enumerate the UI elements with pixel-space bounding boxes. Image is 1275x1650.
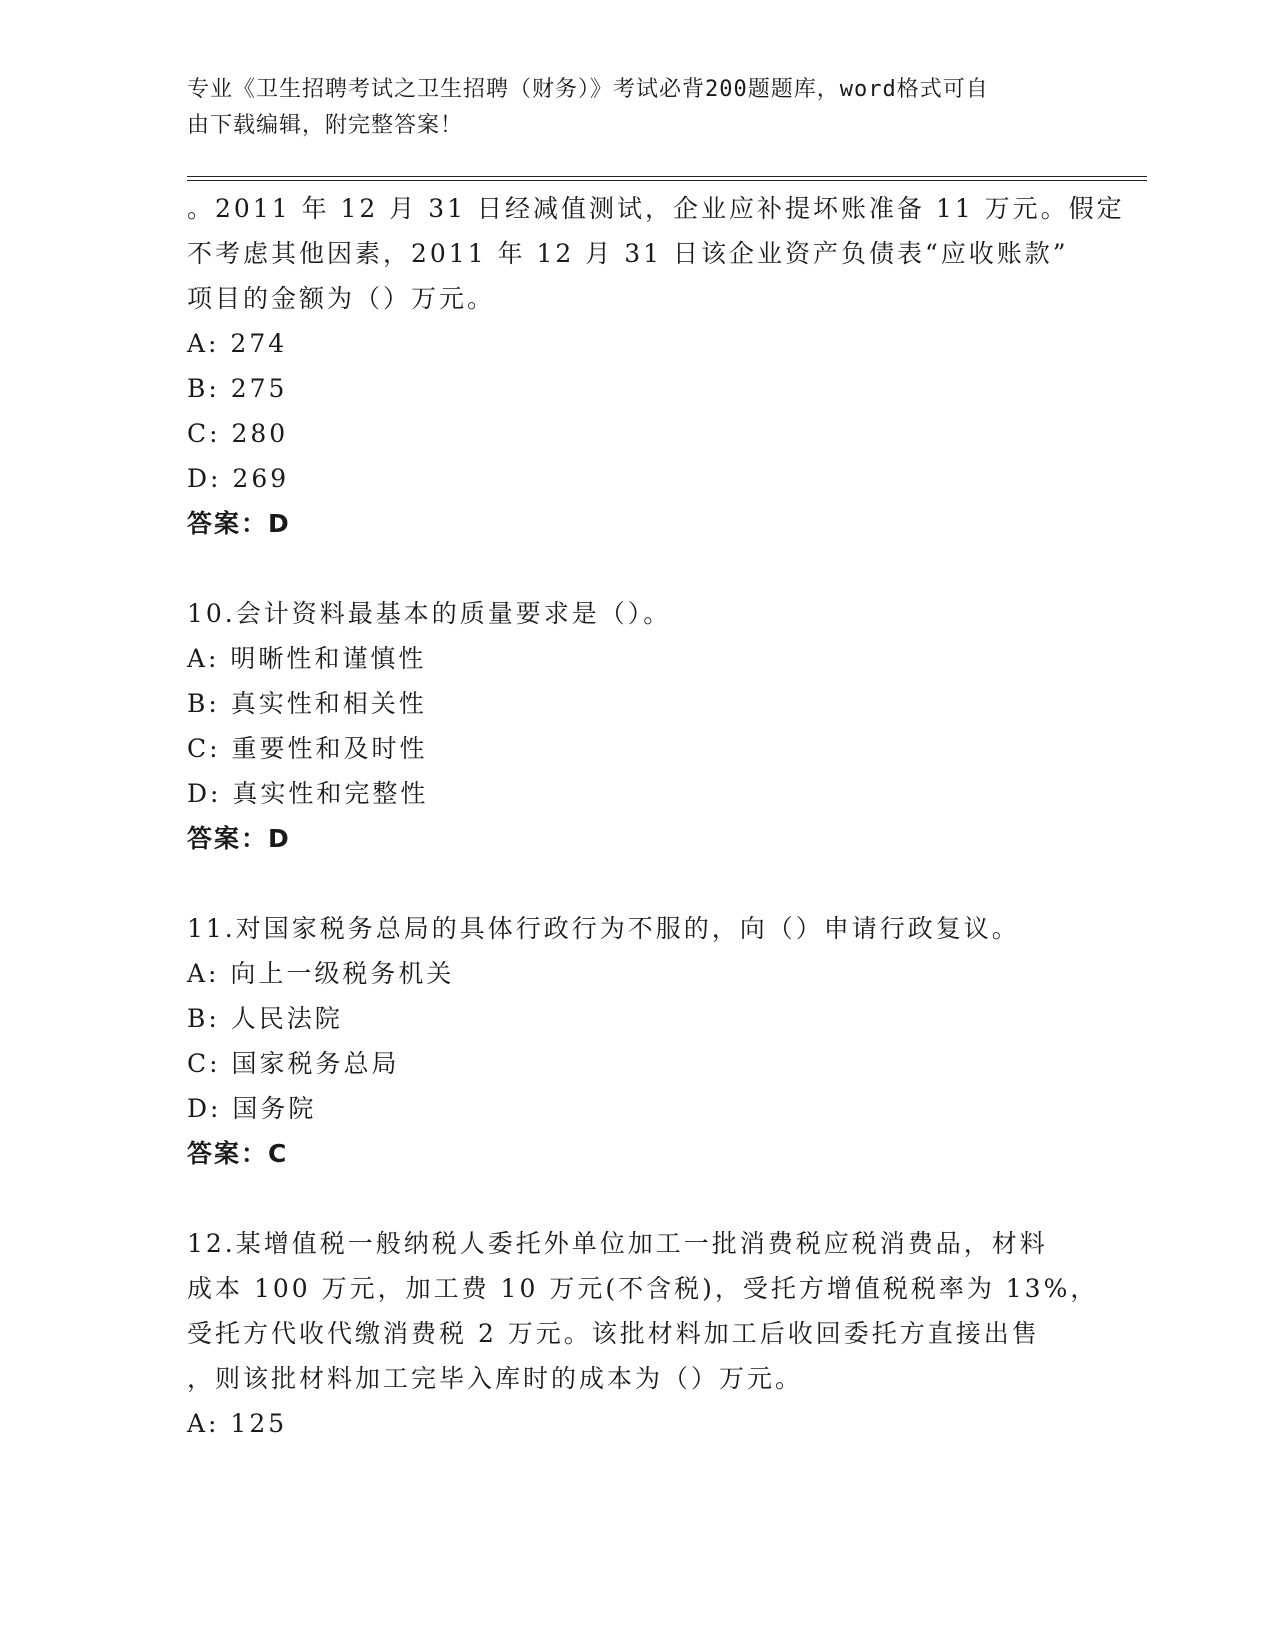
option-a: A: 125 (187, 1409, 288, 1438)
answer-line: 答案：D (187, 509, 291, 538)
option-c: C: 重要性和及时性 (187, 734, 428, 763)
option-d: D: 真实性和完整性 (187, 779, 429, 808)
header-line: 专业《卫生招聘考试之卫生招聘（财务）》考试必背200题题库，word格式可自 (187, 77, 989, 102)
question-11 (187, 906, 1087, 1176)
question-9 (187, 186, 1125, 546)
answer-line: 答案：D (187, 824, 291, 853)
question-stem: 12.某增值税一般纳税人委托外单位加工一批消费税应税消费品，材料 (187, 1229, 1048, 1258)
question-stem: 成本 100 万元，加工费 10 万元(不含税)，受托方增值税税率为 13%， (187, 1274, 1099, 1303)
question-10 (187, 591, 1087, 861)
question-stem: 10.会计资料最基本的质量要求是（）。 (187, 599, 672, 628)
option-b: B: 275 (187, 374, 288, 403)
option-d: D: 269 (187, 464, 290, 493)
spacer (187, 861, 1087, 906)
answer-line: 答案：C (187, 1139, 289, 1168)
question-stem: 11.对国家税务总局的具体行政行为不服的，向（）申请行政复议。 (187, 914, 1020, 943)
question-stem: ，则该批材料加工完毕入库时的成本为（）万元。 (187, 1364, 804, 1393)
question-stem: 受托方代收代缴消费税 2 万元。该批材料加工后收回委托方直接出售 (187, 1319, 1040, 1348)
spacer (187, 546, 1087, 591)
option-b: B: 真实性和相关性 (187, 689, 427, 718)
document-header (187, 72, 1067, 144)
header-line: 由下载编辑，附完整答案！ (187, 113, 464, 138)
question-stem: 项目的金额为（）万元。 (187, 284, 496, 313)
option-d: D: 国务院 (187, 1094, 317, 1123)
question-stem: 。2011 年 12 月 31 日经减值测试，企业应补提坏账准备 11 万元。假定 (187, 194, 1125, 223)
option-a: A: 274 (187, 329, 288, 358)
option-c: C: 280 (187, 419, 289, 448)
option-a: A: 向上一级税务机关 (187, 959, 455, 988)
question-list (187, 186, 1125, 1446)
header-divider (187, 176, 1147, 181)
option-a: A: 明晰性和谨慎性 (187, 644, 427, 673)
option-b: B: 人民法院 (187, 1004, 343, 1033)
option-c: C: 国家税务总局 (187, 1049, 400, 1078)
question-stem: 不考虑其他因素，2011 年 12 月 31 日该企业资产负债表“应收账款” (187, 239, 1069, 268)
spacer (187, 1176, 1087, 1221)
question-12 (187, 1221, 1099, 1446)
